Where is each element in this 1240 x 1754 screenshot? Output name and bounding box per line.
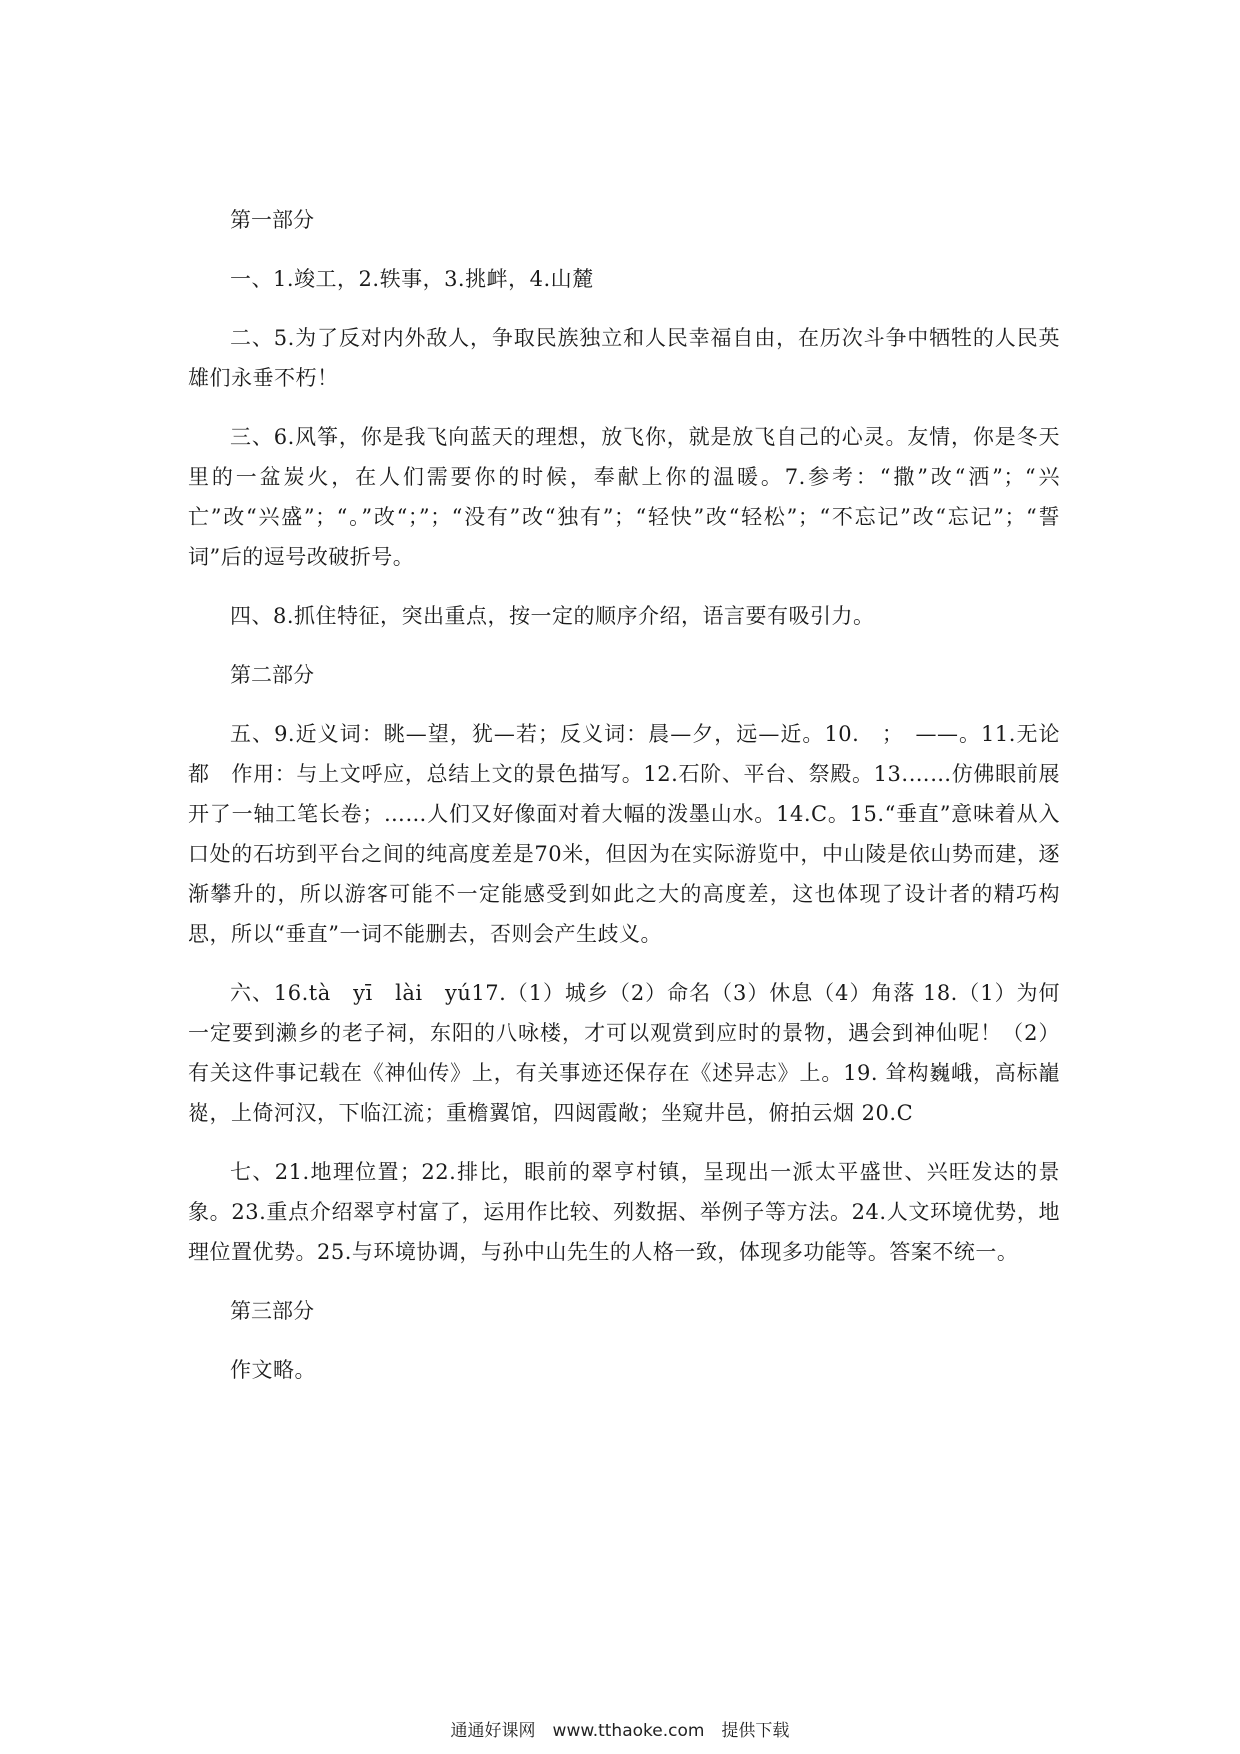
answer-paragraph-5: 五、9.近义词：眺—望，犹—若；反义词：晨—夕，远—近。10. ； ——。11.无论 都 作用：与上文呼应，总结上文的景色描写。12.石阶、平台、祭殿。13.……仿佛眼前展开了一轴工笔长卷；……人们又好像面对着大幅的泼墨山水。14.C。15.“垂直”意味着从入口处的石坊到平台之间的纯高度差是70米，但因为在实际游览中，中山陵是依山势而建，逐渐攀升的，所以游客可能不一定能感受到如此之大的高度差，这也体现了设计者的精巧构思，所以“垂直”一词不能删去，否则会产生歧义。	[188, 722, 1082, 946]
answer-paragraph-7: 七、21.地理位置；22.排比，眼前的翠亨村镇，呈现出一派太平盛世、兴旺发达的景象。23.重点介绍翠亨村富了，运用作比较、列数据、举例子等方法。24.人文环境优势，地理位置优势。25.与环境协调，与孙中山先生的人格一致，体现多功能等。答案不统一。	[188, 1160, 1060, 1264]
answer-paragraph-3: 三、6.风筝，你是我飞向蓝天的理想，放飞你，就是放飞自己的心灵。友情，你是冬天里的一盆炭火，在人们需要你的时候，奉献上你的温暖。7.参考：“撒”改“洒”；“兴亡”改“兴盛”；“。”改“；”；“没有”改“独有”；“轻快”改“轻松”；“不忘记”改“忘记”；“誓词”后的逗号改破折号。	[188, 425, 1060, 569]
answer-paragraph-1: 一、1.竣工，2.轶事，3.挑衅，4.山麓	[230, 267, 594, 291]
answer-paragraph-4: 四、8.抓住特征，突出重点，按一定的顺序介绍，语言要有吸引力。	[230, 604, 875, 628]
answer-paragraph-2: 二、5.为了反对内外敌人，争取民族独立和人民幸福自由，在历次斗争中牺牲的人民英雄们永垂不朽！	[188, 326, 1060, 390]
section-heading-3: 第三部分	[230, 1299, 314, 1323]
section-heading-2: 第二部分	[230, 663, 314, 687]
document-body	[188, 200, 1082, 1409]
section-heading-1: 第一部分	[230, 208, 314, 232]
answer-paragraph-6: 六、16.tà yī lài yú17.（1）城乡（2）命名（3）休息（4）角落 18.（1）为何一定要到濑乡的老子祠，东阳的八咏楼，才可以观赏到应时的景物，遇会到神仙呢！（2）有关这件事记载在《神仙传》上，有关事迹还保存在《述异志》上。19. 耸构巍峨，高标巃嵸，上倚河汉，下临江流；重檐翼馆，四闼霞敞；坐窥井邑，俯拍云烟 20.C	[188, 981, 1060, 1125]
page-footer: 通通好课网 www.tthaoke.com 提供下载	[450, 1721, 790, 1741]
answer-paragraph-8: 作文略。	[230, 1358, 316, 1382]
